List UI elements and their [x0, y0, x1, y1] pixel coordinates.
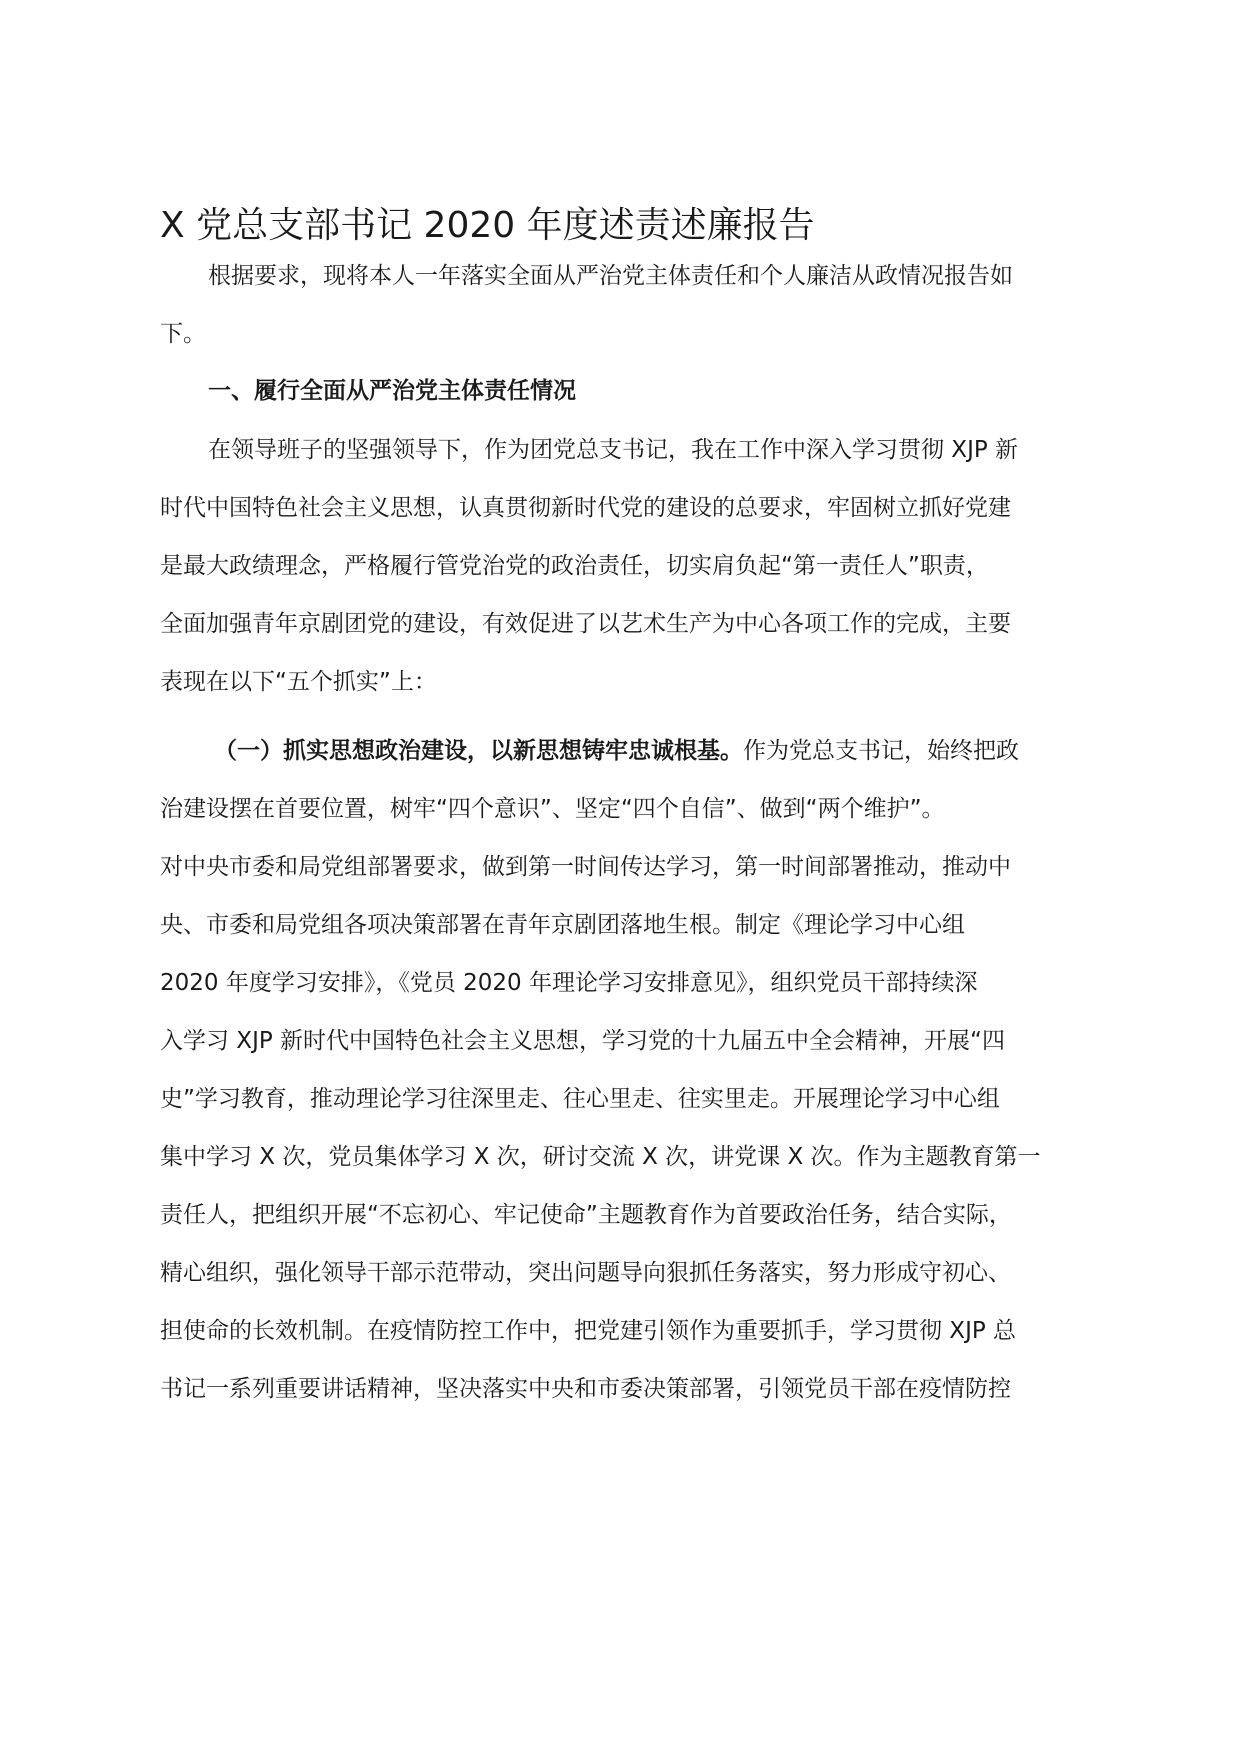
- intro-line: 根据要求，现将本人一年落实全面从严治党主体责任和个人廉洁从政情况报告如: [208, 263, 1013, 289]
- paragraph-line: 书记一系列重要讲话精神，坚决落实中央和市委决策部署，引领党员干部在疫情防控: [160, 1376, 1011, 1402]
- subsection-lead: [214, 731, 1019, 771]
- paragraph-line: 精心组织，强化领导干部示范带动，突出问题导向狠抓任务落实，努力形成守初心、: [160, 1260, 1011, 1286]
- paragraph-line: 对中央市委和局党组部署要求，做到第一时间传达学习，第一时间部署推动，推动中: [160, 854, 1011, 880]
- section-heading: 一、履行全面从严治党主体责任情况: [208, 378, 576, 404]
- paragraph-line: 担使命的长效机制。在疫情防控工作中，把党建引领作为重要抓手，学习贯彻 XJP 总: [160, 1318, 1017, 1344]
- paragraph-line: 2020 年度学习安排》，《党员 2020 年理论学习安排意见》，组织党员干部持续深: [160, 970, 978, 996]
- paragraph-line: 央、市委和局党组各项决策部署在青年京剧团落地生根。制定《理论学习中心组: [160, 912, 965, 938]
- paragraph-line: 在领导班子的坚强领导下，作为团党总支书记，我在工作中深入学习贯彻 XJP 新: [208, 437, 1019, 463]
- paragraph-line: 入学习 XJP 新时代中国特色社会主义思想，学习党的十九届五中全会精神，开展“四: [160, 1028, 1005, 1054]
- paragraph-line: 是最大政绩理念，严格履行管党治党的政治责任，切实肩负起“第一责任人”职责，: [160, 553, 989, 579]
- subsection-heading: （一）抓实思想政治建设，以新思想铸牢忠诚根基。: [214, 738, 743, 764]
- intro-line: 下。: [160, 321, 206, 347]
- document-title: X 党总支部书记 2020 年度述责述廉报告: [160, 205, 815, 246]
- paragraph-line: 集中学习 X 次，党员集体学习 X 次，研讨交流 X 次，讲党课 X 次。作为主题教育第一: [160, 1144, 1041, 1170]
- paragraph-line: 表现在以下“五个抓实”上：: [160, 669, 437, 695]
- paragraph-line: 责任人，把组织开展“不忘初心、牢记使命”主题教育作为首要政治任务，结合实际，: [160, 1202, 1012, 1228]
- paragraph-line: 史”学习教育，推动理论学习往深里走、往心里走、往实里走。开展理论学习中心组: [160, 1086, 1000, 1112]
- subsection-lead-text: 作为党总支书记，始终把政: [743, 738, 1019, 764]
- paragraph-line: 治建设摆在首要位置，树牢“四个意识”、坚定“四个自信”、做到“两个维护”。: [160, 796, 945, 822]
- paragraph-line: 时代中国特色社会主义思想，认真贯彻新时代党的建设的总要求，牢固树立抓好党建: [160, 495, 1011, 521]
- paragraph-line: 全面加强青年京剧团党的建设，有效促进了以艺术生产为中心各项工作的完成，主要: [160, 611, 1011, 637]
